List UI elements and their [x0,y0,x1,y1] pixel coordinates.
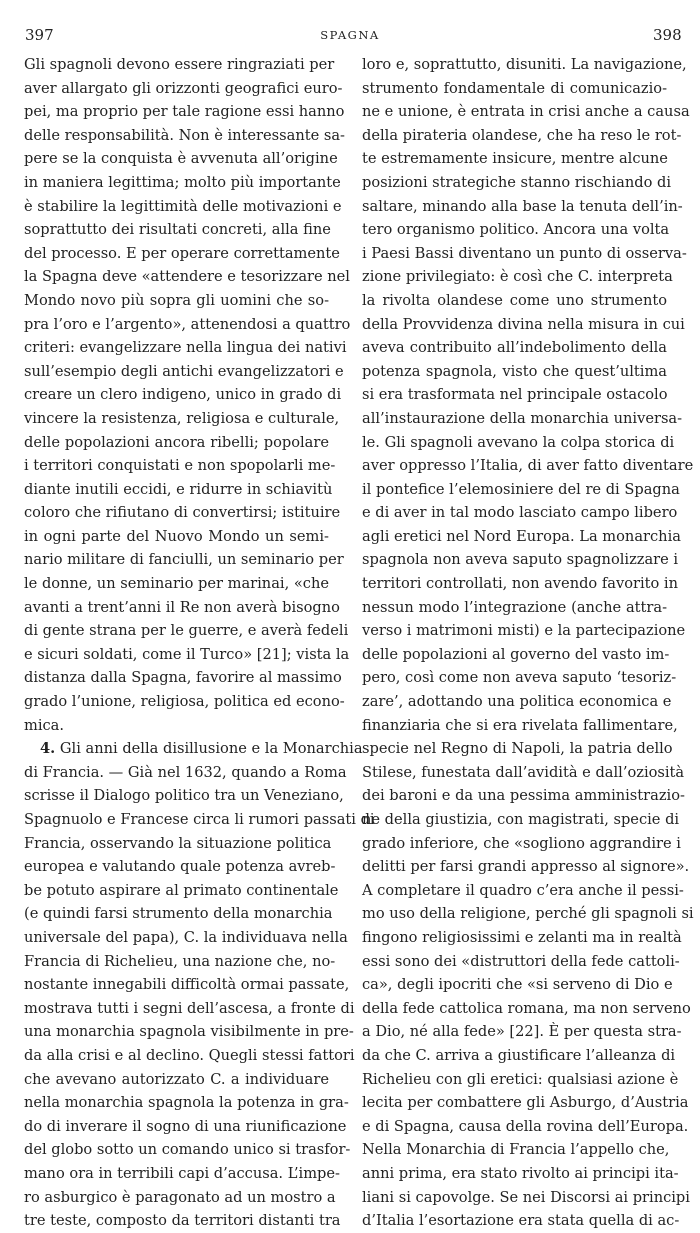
text-line [362,336,667,360]
line-text: da che C. arriva a giustificare l’alleanza di [362,1046,676,1064]
line-text: nario militare di fanciulli, un seminario per [24,551,344,569]
line-text: aveva contribuito all’indebolimento della [362,339,667,357]
line-text: criteri: evangelizzare nella lingua dei nativi [24,339,347,357]
text-line [24,832,332,856]
text-line [362,195,683,219]
line-text: creare un clero indigeno, unico in grado di [24,386,342,404]
text-line [362,100,690,124]
line-text: nostante innegabili difficoltà ormai passate, [24,976,350,994]
text-line [362,313,685,337]
line-text: Spagnuolo e Francese circa li rumori passati di [24,811,375,828]
line-text: una monarchia spagnola visibilmente in pre- [24,1023,354,1041]
text-line [24,950,336,974]
text-line [362,832,681,856]
line-text: in maniera legittima; molto più importante [24,173,341,191]
line-text: ne della giustizia, con magistrati, specie di [362,811,680,828]
line-text: zare’, adottando una politica economica e [362,693,672,711]
text-line [24,336,347,360]
text-line [362,879,684,903]
text-line [24,902,333,926]
text-line [24,1209,341,1233]
text-line [362,572,678,596]
text-line [362,1138,670,1162]
line-text: la rivolta olandese come uno strumento [362,291,667,309]
line-text: ro asburgico è paragonato ad un mostro a [24,1188,336,1206]
text-line [362,714,678,738]
line-text: delitti per farsi grandi appresso al signore». [362,858,690,876]
text-line [362,478,680,502]
line-text: aver oppresso l’Italia, di aver fatto diventare [362,457,694,475]
line-text: verso i matrimoni misti) e la partecipazione [362,622,686,640]
text-line [24,1091,349,1115]
text-line [24,666,342,690]
line-text: pra l’oro e l’argento», attenendosi a quattro [24,315,351,333]
line-text: Gli anni della disillusione e la Monarchia [55,740,363,758]
text-line [362,77,667,101]
line-text: le donne, un seminario per marinai, «che [24,575,329,593]
section-number: 4. [40,740,56,758]
text-line [24,690,345,714]
text-line [24,100,345,124]
text-line [362,950,680,974]
text-line [362,926,682,950]
line-text: avanti a trent’anni il Re non averà bisogno [24,598,340,616]
line-text: le. Gli spagnoli avevano la colpa storica di [362,433,675,451]
line-text: i Paesi Bassi diventano un punto di osserva- [362,244,687,262]
text-line [24,124,345,148]
text-line [24,619,349,643]
line-text: e di Spagna, causa della rovina dell’Europa. [362,1117,689,1135]
line-text: della pirateria olandese, che ha reso le rot- [362,126,682,144]
line-text: grado inferiore, che «sogliono aggrandire i [362,834,681,852]
line-text: soprattutto dei risultati concreti, alla fine [24,221,331,239]
line-text: Gli spagnoli devono essere ringraziati per [24,56,335,73]
text-line [362,643,670,667]
line-text: Francia, osservando la situazione politica [24,834,332,852]
line-text: pero, così come non aveva saputo ‘tesoriz- [362,669,677,687]
line-text: (e quindi farsi strumento della monarchia [24,905,333,923]
text-line [362,360,667,384]
line-text: ne e unione, è entrata in crisi anche a causa [362,103,690,121]
text-column-left [24,53,375,1233]
text-line [362,1209,680,1233]
line-text: nessun modo l’integrazione (anche attra- [362,598,667,616]
text-line [24,737,363,761]
text-line [362,1091,689,1115]
text-line [24,525,329,549]
line-text: mano ora in terribili capi d’accusa. L’impe- [24,1164,340,1182]
line-text: il pontefice l’elemosiniere del re di Spagna [362,480,680,498]
text-line [362,242,687,266]
text-line [24,1020,354,1044]
text-line [24,1186,336,1210]
text-line [24,360,344,384]
line-text: delle popolazioni al governo del vasto im- [362,645,670,663]
text-line [362,454,694,478]
line-text: lecita per combattere gli Asburgo, d’Austria [362,1094,689,1112]
line-text: be potuto aspirare al primato continentale [24,881,339,899]
line-text: liani si capovolge. Se nei Discorsi ai principi [362,1188,690,1206]
text-line [362,548,679,572]
text-line [24,383,342,407]
line-text: agli eretici nel Nord Europa. La monarchia [362,527,681,545]
line-text: tero organismo politico. Ancora una volta [362,221,670,239]
line-text: della fede cattolica romana, ma non serveno [362,999,691,1017]
line-text: delle popolazioni ancora ribelli; popolare [24,433,329,451]
line-text: in ogni parte del Nuovo Mondo un semi- [24,527,329,545]
page-number-right: 398 [653,26,682,44]
text-line [24,596,340,620]
line-text: Stilese, funestata dall’avidità e dall’oziosità [362,763,685,781]
line-text: da alla crisi e al declino. Quegli stessi fattori [24,1046,355,1064]
text-line [24,1068,329,1092]
running-title: SPAGNA [320,28,380,42]
line-text: tre teste, composto da territori distanti tra [24,1212,341,1230]
text-line [362,147,667,171]
text-line [362,1068,679,1092]
text-line [362,407,683,431]
text-line [362,124,682,148]
line-text: fingono religiosissimi e zelanti ma in realtà [362,928,682,946]
line-text: te estremamente insicure, mentre alcune [362,150,668,168]
text-line [24,289,329,313]
line-text: e sicuri soldati, come il Turco» [21]; vista la [24,645,350,663]
line-text: scrisse il Dialogo politico tra un Veneziano, [24,787,344,805]
text-line [362,737,673,761]
line-text: grado l’unione, religiosa, politica ed econo- [24,693,345,711]
line-text: a Dio, né alla fede» [22]. È per questa stra- [362,1023,682,1041]
text-line [24,454,336,478]
text-line [24,501,341,525]
line-text: della Provvidenza divina nella misura in cui [362,315,685,333]
line-text: potenza spagnola, visto che quest’ultima [362,362,667,380]
text-line [362,997,691,1021]
text-line [24,77,343,101]
text-line [24,761,347,785]
text-line [362,808,680,832]
text-line [24,973,350,997]
line-text: finanziaria che si era rivelata fallimentare, [362,716,678,734]
line-text: Richelieu con gli eretici: qualsiasi azione è [362,1070,679,1088]
text-line [362,761,685,785]
text-line [24,431,329,455]
text-line [362,784,685,808]
line-text: pere se la conquista è avvenuta all’origine [24,150,338,168]
line-text: si era trasformata nel principale ostacolo [362,386,668,404]
text-column-right [362,53,694,1233]
text-line [24,1138,351,1162]
text-line [362,1020,682,1044]
line-text: ca», degli ipocriti che «si serveno di Dio e [362,976,673,994]
text-line [24,572,329,596]
text-line [362,525,681,549]
line-text: aver allargato gli orizzonti geografici euro- [24,79,343,97]
text-line [24,855,336,879]
line-text: spagnola non aveva saputo spagnolizzare i [362,551,679,569]
text-line [24,265,350,289]
line-text: A completare il quadro c’era anche il pessi- [362,881,684,899]
text-line [362,53,687,77]
line-text: la Spagna deve «attendere e tesorizzare nel [24,268,350,286]
line-text: universale del papa), C. la individuava nella [24,928,348,946]
text-line [362,596,667,620]
text-line [24,195,342,219]
line-text: Francia di Richelieu, una nazione che, no- [24,952,336,970]
text-line [24,218,329,242]
text-line [362,902,694,926]
line-text: del processo. E per operare correttamente [24,244,340,262]
text-line [24,926,348,950]
text-line [362,855,690,879]
line-text: specie nel Regno di Napoli, la patria dello [362,740,673,758]
line-text: Nella Monarchia di Francia l’appello che, [362,1141,670,1159]
text-line [24,478,333,502]
page-number-left: 397 [25,26,54,44]
text-line [24,1115,347,1139]
line-text: mica. [24,716,65,734]
line-text: do di inverare il sogno di una riunificazione [24,1117,347,1135]
line-text: delle responsabilità. Non è interessante sa- [24,126,345,144]
line-text: posizioni strategiche stanno rischiando di [362,173,672,191]
line-text: zione privilegiato: è così che C. interpreta [362,268,673,286]
line-text: di gente strana per le guerre, e averà fedeli [24,622,349,640]
text-line [24,997,355,1021]
text-line [362,1162,679,1186]
line-text: all’instaurazione della monarchia universa- [362,409,683,427]
line-text: i territori conquistati e non spopolarli me- [24,457,336,475]
line-text: distanza dalla Spagna, favorire al massimo [24,669,342,687]
line-text: loro e, soprattutto, disuniti. La navigazione, [362,56,687,73]
line-text: coloro che rifiutano di convertirsi; istituire [24,504,341,522]
text-line [24,714,329,738]
line-text: che avevano autorizzato C. a individuare [24,1070,329,1088]
text-line [362,1044,676,1068]
text-line [362,619,686,643]
line-text: pei, ma proprio per tale ragione essi hanno [24,103,345,121]
text-line [362,690,672,714]
text-line [362,973,673,997]
line-text: saltare, minando alla base la tenuta dell’in- [362,197,683,215]
text-line [24,1044,355,1068]
line-text: essi sono dei «distruttori della fede cattoli- [362,952,680,970]
line-text: territori controllati, non avendo favorito in [362,575,678,593]
line-text: diante inutili eccidi, e ridurre in schiavitù [24,480,333,498]
line-text: di Francia. — Già nel 1632, quando a Roma [24,763,347,781]
text-line [24,879,339,903]
text-line [362,1186,690,1210]
text-line [362,265,673,289]
line-text: vincere la resistenza, religiosa e culturale, [24,409,340,427]
line-text: anni prima, era stato rivolto ai principi ita- [362,1164,679,1182]
text-line [24,548,344,572]
text-line [24,171,341,195]
line-text: dei baroni e da una pessima amministrazio- [362,787,685,805]
line-text: è stabilire la legittimità delle motivazioni e [24,197,342,215]
text-line [362,171,672,195]
text-line [24,643,350,667]
line-text: strumento fondamentale di comunicazio- [362,79,667,97]
text-line [24,784,344,808]
text-line [362,218,670,242]
line-text: Mondo novo più sopra gli uomini che so- [24,291,329,309]
line-text: mo uso della religione, perché gli spagnoli si [362,905,694,923]
line-text: nella monarchia spagnola la potenza in gra- [24,1094,349,1112]
text-line [362,431,675,455]
text-line [24,407,340,431]
text-line [362,501,678,525]
text-line [362,666,677,690]
text-line [362,383,667,407]
line-text: europea e valutando quale potenza avreb- [24,858,336,876]
text-line [24,242,340,266]
line-text: sull’esempio degli antichi evangelizzatori e [24,362,344,380]
line-text: del globo sotto un comando unico si trasfor- [24,1141,351,1159]
text-line [24,808,375,832]
line-text: e di aver in tal modo lasciato campo libero [362,504,678,522]
text-line [24,1162,340,1186]
text-line [362,289,667,313]
text-line [24,147,338,171]
line-text: d’Italia l’esortazione era stata quella di ac- [362,1212,680,1230]
text-line [362,1115,689,1139]
text-line [24,313,351,337]
line-text: mostrava tutti i segni dell’ascesa, a fronte di [24,999,355,1017]
text-line [24,53,335,77]
